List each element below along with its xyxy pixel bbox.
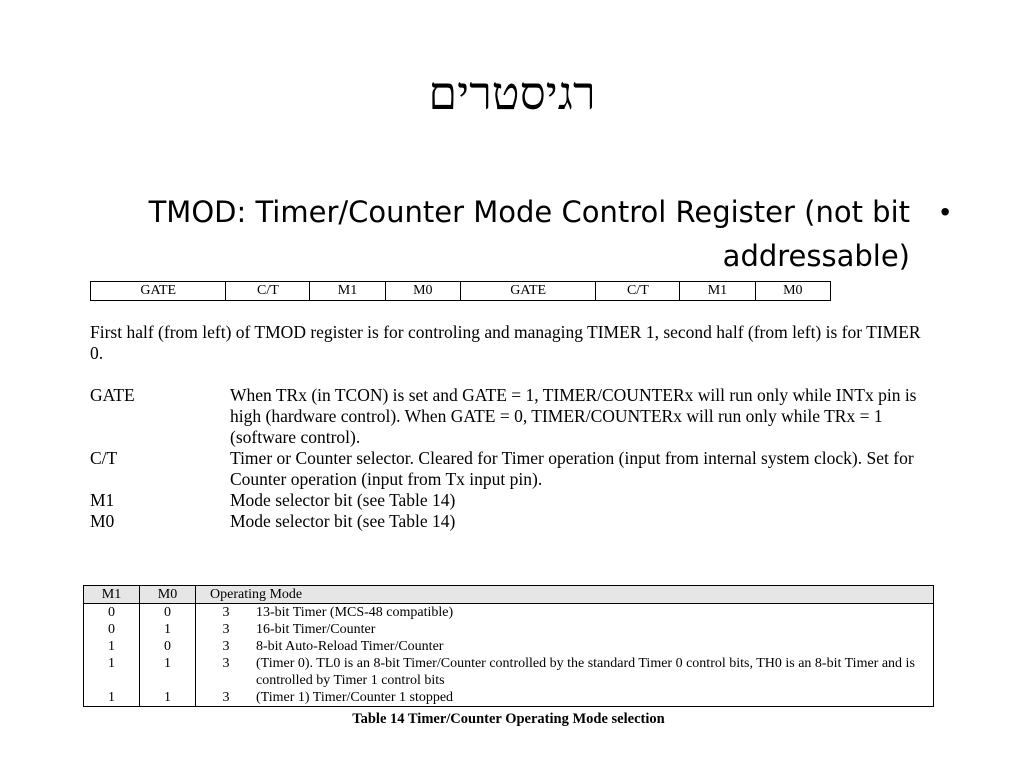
register-bit-cell: M0	[385, 282, 460, 301]
cell-m0: 1	[140, 689, 196, 707]
definition-row-gate	[90, 385, 930, 448]
register-bit-cell: GATE	[91, 282, 226, 301]
cell-mode: 3	[196, 689, 257, 707]
cell-mode: 3	[222, 656, 230, 671]
cell-m0: 1	[140, 621, 196, 638]
header-operating-mode: Operating Mode	[196, 586, 934, 604]
definition-row-m0	[90, 511, 930, 532]
definition-term: C/T	[90, 448, 118, 468]
definition-text: Timer or Counter selector. Cleared for Timer operation (input from internal system clock). Set for Counter operation (input from Tx input pin).	[230, 448, 914, 489]
cell-description: (Timer 0). TL0 is an 8-bit Timer/Counter controlled by the standard Timer 0 control bits, TH0 is an 8-bit Timer and is controlled by Timer 1 control bits	[256, 655, 934, 689]
cell-m1: 0	[84, 604, 140, 622]
table-header-row	[84, 586, 934, 604]
cell-m1: 0	[84, 621, 140, 638]
cell-description: (Timer 1) Timer/Counter 1 stopped	[256, 689, 934, 707]
tmod-register-table	[90, 281, 831, 301]
table-row	[84, 604, 934, 622]
register-bit-cell: M0	[755, 282, 830, 301]
definition-text: Mode selector bit (see Table 14)	[230, 490, 456, 510]
bullet-dot-icon: •	[940, 196, 950, 227]
register-bits-row	[91, 282, 831, 301]
cell-m0: 0	[140, 604, 196, 622]
register-bit-cell: M1	[310, 282, 385, 301]
definition-term: GATE	[90, 385, 135, 405]
header-m1: M1	[84, 586, 140, 604]
description-intro: First half (from left) of TMOD register is for controling and managing TIMER 1, second half (from left) is for TIMER 0.	[90, 322, 921, 363]
cell-m1: 1	[84, 655, 140, 689]
register-bit-cell: M1	[680, 282, 755, 301]
cell-description: 16-bit Timer/Counter	[256, 621, 934, 638]
register-bit-cell: GATE	[460, 282, 595, 301]
bullet-item	[90, 190, 950, 278]
cell-m0: 1	[140, 655, 196, 689]
bullet-text: TMOD: Timer/Counter Mode Control Register (not bit addressable)	[148, 195, 910, 273]
table-row	[84, 655, 934, 689]
definition-row-ct	[90, 448, 930, 490]
definition-term: M1	[90, 490, 115, 510]
cell-mode: 3	[222, 639, 230, 654]
table-row	[84, 621, 934, 638]
table-row	[84, 638, 934, 655]
register-bit-cell: C/T	[596, 282, 680, 301]
register-bit-cell: C/T	[226, 282, 310, 301]
table-row	[84, 689, 934, 707]
definition-text: Mode selector bit (see Table 14)	[230, 511, 456, 531]
operating-mode-table	[83, 585, 934, 707]
definition-term: M0	[90, 511, 115, 531]
cell-mode: 3	[222, 605, 230, 620]
cell-m1: 1	[84, 689, 140, 707]
cell-mode: 3	[222, 622, 230, 637]
register-description	[90, 322, 930, 532]
slide-title: רגיסטרים	[428, 66, 596, 120]
definition-row-m1	[90, 490, 930, 511]
table-caption: Table 14 Timer/Counter Operating Mode selection	[352, 711, 665, 727]
cell-m1: 1	[84, 638, 140, 655]
cell-description: 8-bit Auto-Reload Timer/Counter	[256, 638, 934, 655]
header-m0: M0	[140, 586, 196, 604]
definition-text: When TRx (in TCON) is set and GATE = 1, TIMER/COUNTERx will run only while INTx pin is high (hardware control). When GATE = 0, TIMER/COUNTERx will run only while TRx = 1 (software control).	[230, 385, 917, 447]
cell-m0: 0	[140, 638, 196, 655]
cell-description: 13-bit Timer (MCS-48 compatible)	[256, 604, 934, 622]
